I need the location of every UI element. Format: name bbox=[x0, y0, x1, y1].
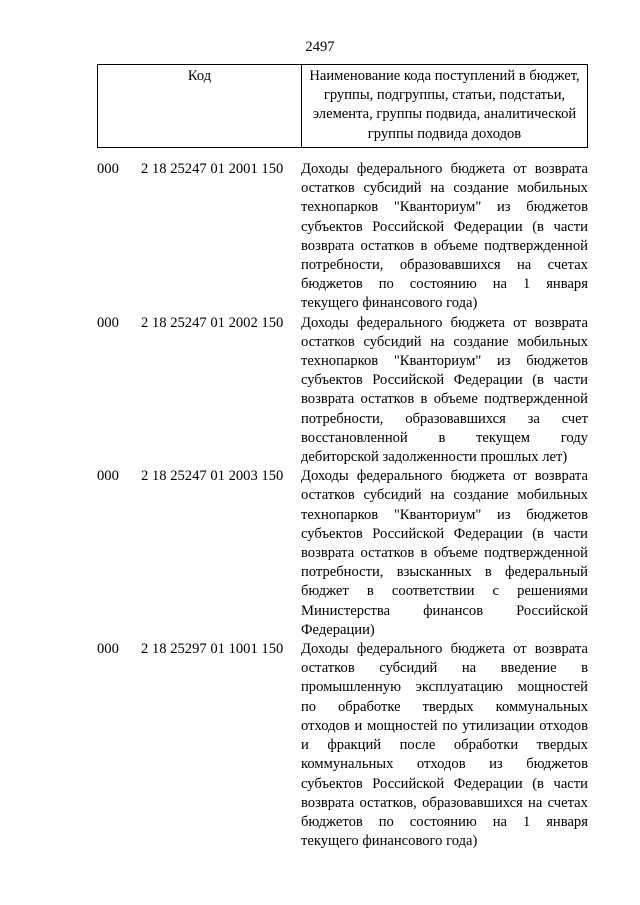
description-line: бюджетов по состоянию на 1 января bbox=[301, 813, 588, 830]
description-line: восстановленной в текущем году bbox=[301, 429, 588, 446]
description-line: дебиторской задолженности прошлых лет) bbox=[301, 449, 568, 466]
description-line: возврата остатков в объеме подтвержденной bbox=[301, 391, 588, 408]
description-line: Министерства финансов Российской bbox=[301, 602, 588, 619]
description-line: субъектов Российской Федерации (в части bbox=[301, 372, 588, 389]
admin-code: 000 bbox=[97, 468, 119, 485]
description-line: отходов и мощностей по утилизации отходов bbox=[301, 717, 588, 734]
description bbox=[301, 314, 588, 468]
description-line: потребности, образовавшихся за счет bbox=[301, 410, 588, 427]
header-code-cell bbox=[98, 65, 302, 148]
description-line: технопарков "Кванториум" из бюджетов bbox=[301, 353, 588, 370]
page-number: 2497 bbox=[305, 39, 335, 55]
budget-code: 2 18 25247 01 2002 150 bbox=[141, 314, 284, 331]
description-line: остатков субсидий на создание мобильных bbox=[301, 180, 588, 197]
header-name-line: группы, подгруппы, статьи, подстатьи, bbox=[323, 87, 566, 104]
description-line: Доходы федерального бюджета от возврата bbox=[301, 468, 588, 485]
description-line: потребности, взысканных в федеральный bbox=[301, 564, 588, 581]
description-line: коммунальных отходов из бюджетов bbox=[301, 756, 588, 773]
description-line: технопарков "Кванториум" из бюджетов bbox=[301, 506, 588, 523]
description-line: бюджетов по состоянию на 1 января bbox=[301, 276, 588, 293]
budget-code: 2 18 25247 01 2003 150 bbox=[141, 468, 284, 485]
description bbox=[301, 160, 588, 314]
admin-code: 000 bbox=[97, 161, 119, 177]
description-line: потребности, образовавшихся на счетах bbox=[301, 257, 588, 274]
description-line: остатков субсидий на создание мобильных bbox=[301, 333, 588, 350]
admin-code: 000 bbox=[97, 641, 119, 658]
description-line: возврата остатков, образовавшихся на счетах bbox=[301, 794, 588, 811]
description-line: Доходы федерального бюджета от возврата bbox=[301, 641, 588, 658]
description-line: возврата остатков в объеме подтвержденной bbox=[301, 545, 588, 562]
description-line: субъектов Российской Федерации (в части bbox=[301, 218, 588, 235]
header-name-line: Наименование кода поступлений в бюджет, bbox=[309, 68, 580, 84]
description-line: технопарков "Кванториум" из бюджетов bbox=[301, 199, 588, 216]
description-line: и фракций после обработки твердых bbox=[301, 737, 588, 754]
description-line: по обработке твердых коммунальных bbox=[301, 698, 588, 715]
description-line: Доходы федерального бюджета от возврата bbox=[301, 314, 588, 331]
description-line: остатков субсидий на создание мобильных bbox=[301, 487, 588, 504]
description-line: текущего финансового года) bbox=[301, 833, 478, 850]
description bbox=[301, 640, 588, 851]
description-line: текущего финансового года) bbox=[301, 295, 478, 312]
header-name-cell bbox=[302, 65, 588, 148]
description-line: возврата остатков в объеме подтвержденной bbox=[301, 237, 588, 254]
list-item bbox=[97, 640, 588, 851]
admin-code: 000 bbox=[97, 314, 119, 331]
list-item bbox=[97, 467, 588, 640]
list-item bbox=[97, 314, 588, 468]
budget-code: 2 18 25297 01 1001 150 bbox=[141, 641, 284, 658]
description-line: промышленную эксплуатацию мощностей bbox=[301, 679, 588, 696]
budget-code: 2 18 25247 01 2001 150 bbox=[141, 161, 284, 177]
entries-list bbox=[97, 160, 588, 851]
description-line: Федерации) bbox=[301, 621, 375, 638]
header-name-line: группы подвида доходов bbox=[367, 125, 522, 142]
description-line: Доходы федерального бюджета от возврата bbox=[301, 161, 588, 177]
description-line: бюджет в соответствии с решениями bbox=[301, 583, 588, 600]
description-line: остатков субсидий на введение в bbox=[301, 660, 588, 677]
header-name-line: элемента, группы подвида, аналитической bbox=[312, 106, 577, 123]
description-line: субъектов Российской Федерации (в части bbox=[301, 775, 588, 792]
header-table bbox=[97, 64, 588, 148]
description bbox=[301, 467, 588, 640]
description-line: субъектов Российской Федерации (в части bbox=[301, 525, 588, 542]
list-item bbox=[97, 160, 588, 314]
header-code-label: Код bbox=[187, 68, 212, 84]
